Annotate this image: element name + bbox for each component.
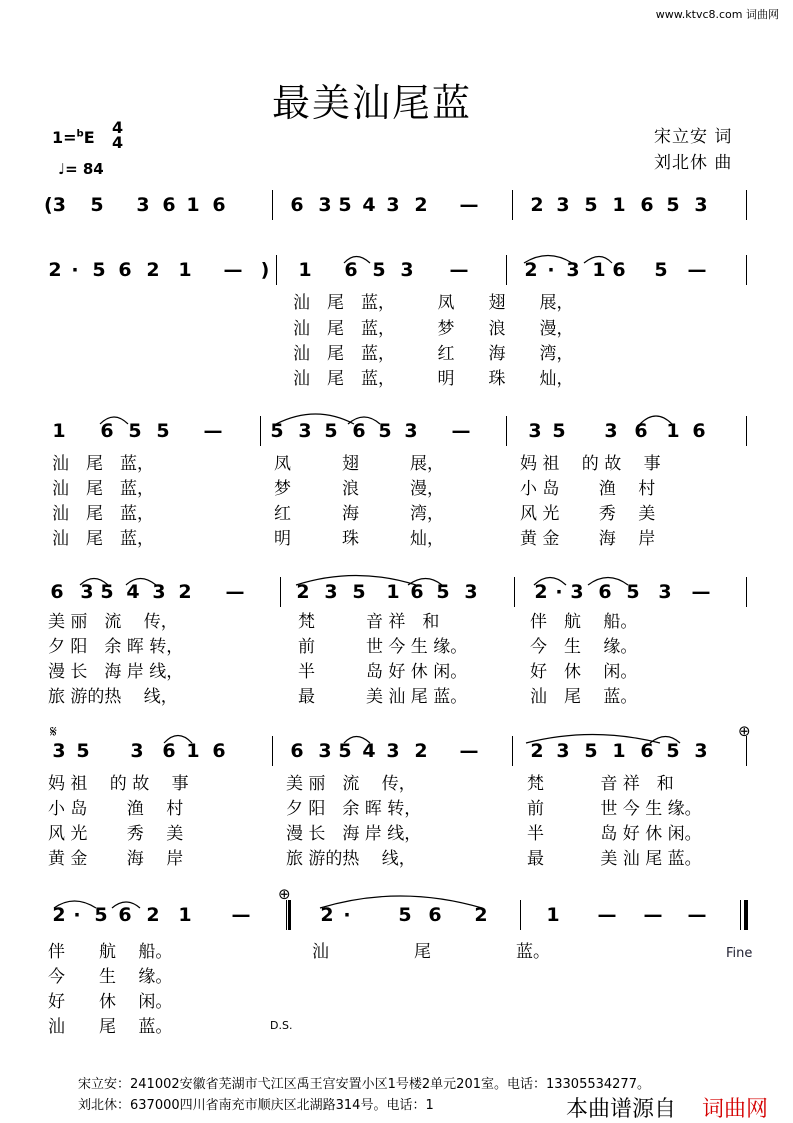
dash: — [643,904,663,926]
lyric-line: 伴 航 船。 [530,612,638,632]
dash: — [451,420,471,442]
key-signature: 1=$^b$E [52,128,95,147]
lyric-line: 汕 尾 蓝。 [312,942,550,962]
slur [296,576,416,586]
note: 4 [362,740,376,762]
note: 1 [52,420,66,442]
note: 6 [162,740,176,762]
note: 5 [584,740,598,762]
note: 2 [524,259,538,281]
note: 4 [126,581,140,603]
segno-icon: 𝄋 [50,722,57,741]
note: 6 [598,581,612,603]
composer-credit: 刘北休 曲 [654,153,733,173]
note: 2 [474,904,488,926]
dash: — [691,581,711,603]
footer-contact-1: 宋立安：241002安徽省芜湖市弋江区禹王宫安置小区1号楼2单元201室。电话：13305534277。 [78,1077,650,1092]
note: 3 [694,194,708,216]
note: 6 [640,194,654,216]
note: ) [260,259,270,281]
slur [54,901,96,908]
lyric-line: 汕 尾 蓝， [52,454,154,474]
note: 3 [318,194,332,216]
note: 3 [318,740,332,762]
note: 1 [186,194,200,216]
tempo: ♩= 84 [58,160,104,178]
slur [344,257,370,264]
lyric-line: 前 世 今 生 缘。 [527,799,702,819]
dash: — [231,904,251,926]
note: 5 [666,194,680,216]
lyric-line: 最 美 汕 尾 蓝。 [298,687,468,707]
lyric-line: 妈 祖 的 故 事 [520,454,661,474]
lyricist-credit: 宋立安 词 [654,127,733,147]
lyric-line: 旅 游的热 线， [48,687,178,707]
lyric-line: 明 珠 灿， [274,529,444,549]
note: 3 [386,194,400,216]
lyric-line: 汕 尾 蓝， 凤 翅 展， [293,293,574,313]
slur [344,737,370,744]
note: 5 [584,194,598,216]
lyric-line: 半 岛 好 休 闲。 [298,662,468,682]
slur [80,579,108,586]
note: 5 [398,904,412,926]
note: 5 [94,904,108,926]
note: 2 [414,194,428,216]
lyric-line: 妈 祖 的 故 事 [48,774,189,794]
dot: · [555,581,563,603]
note: 1 [666,420,680,442]
note: 2 [414,740,428,762]
fine-mark: Fine [726,946,753,961]
lyric-line: 汕 尾 蓝， [52,529,154,549]
note: 5 [76,740,90,762]
ds-mark: D.S. [270,1019,293,1032]
note: 6 [290,740,304,762]
coda-icon: ⊕ [738,722,751,740]
note: 3 [400,259,414,281]
note: 3 [694,740,708,762]
note: 1 [178,904,192,926]
note: 6 [162,194,176,216]
note: 3 [404,420,418,442]
note: 3 [324,581,338,603]
header-url: www.ktvc8.com 词曲网 [655,8,779,21]
note: 2 [320,904,334,926]
dash: — [459,194,479,216]
note: 2 [530,194,544,216]
note: 3 [658,581,672,603]
note: 6 [118,259,132,281]
song-title: 最美汕尾蓝 [272,81,473,125]
lyric-line: 汕 尾 蓝。 [530,687,638,707]
note: 3 [528,420,542,442]
lyric-line: 前 世 今 生 缘。 [298,637,468,657]
slur [524,256,572,264]
lyric-line: 汕 尾 蓝， [52,479,154,499]
lyric-line: 黄 金 海 岸 [520,529,656,549]
note: 3 [566,259,580,281]
note: 3 [556,194,570,216]
note: 3 [80,581,94,603]
note: 3 [52,740,66,762]
note: 6 [290,194,304,216]
lyric-line: 好 休 闲。 [530,662,638,682]
note: 1 [546,904,560,926]
note: 3 [556,740,570,762]
note: 5 [378,420,392,442]
note: 1 [386,581,400,603]
note: 5 [128,420,142,442]
lyric-line: 汕 尾 蓝， 梦 浪 漫， [293,319,574,339]
note: (3 [44,194,66,216]
lyric-line: 美 丽 流 传， [48,612,178,632]
slur [526,735,660,744]
dash: — [597,904,617,926]
slur [320,896,482,908]
note: 5 [100,581,114,603]
lyric-line: 小 岛 渔 村 [48,799,184,819]
lyric-line: 今 生 缘。 [530,637,638,657]
lyric-line: 梵 音 祥 和 [527,774,674,794]
slur [276,414,354,424]
slur [534,578,566,586]
note: 2 [146,259,160,281]
slur [126,579,156,586]
lyric-line: 夕 阳 余 晖 转， [286,799,422,819]
slur [100,417,128,424]
lyric-line: 汕 尾 蓝， [52,504,154,524]
note: 3 [464,581,478,603]
lyric-line: 汕 尾 蓝。 [48,1017,173,1037]
lyric-line: 最 美 汕 尾 蓝。 [527,849,702,869]
note: 5 [90,194,104,216]
note: 5 [666,740,680,762]
note: 5 [352,581,366,603]
note: 6 [612,259,626,281]
note: 6 [118,904,132,926]
note: 6 [640,740,654,762]
note: 6 [100,420,114,442]
note: 3 [604,420,618,442]
note: 2 [48,259,62,281]
note: 6 [50,581,64,603]
note: 5 [552,420,566,442]
lyric-line: 好 休 闲。 [48,992,173,1012]
note: 5 [626,581,640,603]
lyric-line: 伴 航 船。 [48,942,173,962]
note: 2 [52,904,66,926]
note: 6 [212,740,226,762]
note: 6 [692,420,706,442]
quarter-note-icon: ♩ [58,160,66,178]
lyric-line: 今 生 缘。 [48,967,173,987]
lyric-line: 半 岛 好 休 闲。 [527,824,702,844]
note: 6 [344,259,358,281]
note: 2 [296,581,310,603]
slur [584,257,612,264]
dash: — [225,581,245,603]
note: 1 [612,194,626,216]
time-signature: 4 4 [112,118,124,152]
note: 5 [372,259,386,281]
watermark-site-link[interactable]: 词曲网 [700,1092,770,1123]
note: 5 [324,420,338,442]
lyric-line: 风 光 秀 美 [520,504,656,524]
dot: · [71,259,79,281]
note: 5 [436,581,450,603]
lyric-line: 漫 长 海 岸 线， [286,824,422,844]
dash: — [449,259,469,281]
note: 5 [92,259,106,281]
note: 3 [136,194,150,216]
note: 2 [178,581,192,603]
note: 2 [534,581,548,603]
lyric-line: 夕 阳 余 晖 转， [48,637,184,657]
note: 2 [530,740,544,762]
note: 5 [270,420,284,442]
slur [164,736,192,744]
dash: — [687,259,707,281]
lyric-line: 漫 长 海 岸 线， [48,662,184,682]
footer-contact-2: 刘北休：637000四川省南充市顺庆区北湖路314号。电话：1 [78,1098,434,1113]
lyric-line: 红 海 湾， [274,504,444,524]
coda-icon: ⊕ [278,885,291,903]
lyric-line: 汕 尾 蓝， 红 海 湾， [293,344,574,364]
slur [112,902,140,908]
dash: — [459,740,479,762]
note: 6 [352,420,366,442]
note: 3 [298,420,312,442]
note: 2 [146,904,160,926]
lyric-line: 风 光 秀 美 [48,824,184,844]
lyric-line: 梦 浪 漫， [274,479,444,499]
note: 4 [362,194,376,216]
note: 1 [298,259,312,281]
lyric-line: 黄 金 海 岸 [48,849,184,869]
note: 1 [612,740,626,762]
dot: · [73,904,81,926]
slur [640,416,672,424]
note: 5 [338,740,352,762]
note: 6 [428,904,442,926]
note: 5 [156,420,170,442]
note: 5 [338,194,352,216]
lyric-line: 凤 翅 展， [274,454,444,474]
lyric-line: 美 丽 流 传， [286,774,416,794]
lyric-line: 旅 游的热 线， [286,849,416,869]
dot: · [343,904,351,926]
note: 6 [634,420,648,442]
dash: — [223,259,243,281]
note: 1 [178,259,192,281]
watermark-source: 本曲谱源自 [564,1092,678,1123]
note: 3 [570,581,584,603]
dash: — [203,420,223,442]
note: 5 [654,259,668,281]
note: 6 [410,581,424,603]
slur [588,578,628,586]
note: 3 [152,581,166,603]
lyric-line: 汕 尾 蓝， 明 珠 灿， [293,369,574,389]
dot: · [547,259,555,281]
lyric-line: 小 岛 渔 村 [520,479,656,499]
note: 3 [130,740,144,762]
dash: — [687,904,707,926]
note: 3 [386,740,400,762]
note: 6 [212,194,226,216]
note: 1 [592,259,606,281]
note: 1 [186,740,200,762]
lyric-line: 梵 音 祥 和 [298,612,440,632]
